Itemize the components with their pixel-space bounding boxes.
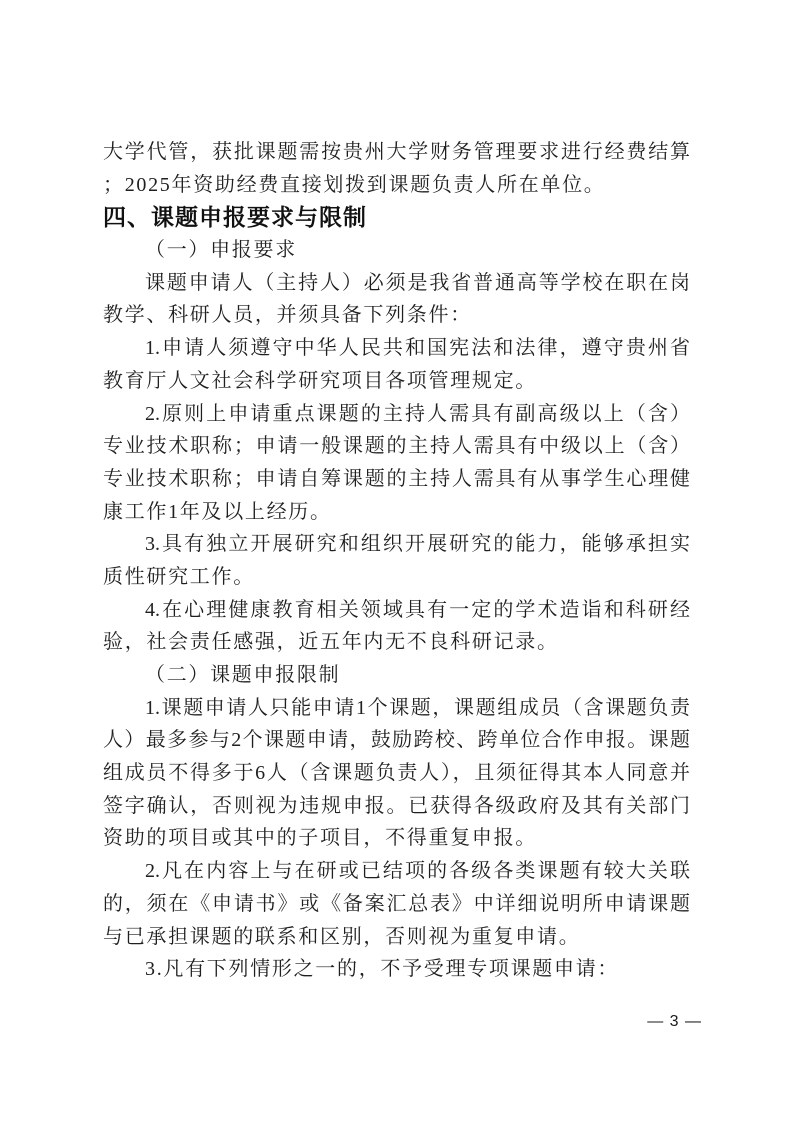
text-line: 签字确认，否则视为违规申报。已获得各级政府及其有关部门 [103,794,690,817]
text-line: 2.凡在内容上与在研或已结项的各级各类课题有较大关联 [145,860,690,883]
text-line: 3.具有独立开展研究和组织开展研究的能力，能够承担实 [145,533,690,556]
subsection-heading: （一）申报要求 [145,239,297,262]
text-line: 教育厅人文社会科学研究项目各项管理规定。 [103,369,537,392]
text-line: 组成员不得多于6人（含课题负责人），且须征得其本人同意并 [103,762,690,785]
text-line: 康工作1年及以上经历。 [103,500,332,523]
text-line: 资助的项目或其中的子项目，不得重复申报。 [103,827,537,850]
text-line: 大学代管，获批课题需按贵州大学财务管理要求进行经费结算 [103,141,690,163]
text-line: 1.申请人须遵守中华人民共和国宪法和法律，遵守贵州省 [145,337,690,360]
document-body [103,136,690,986]
text-line: 教学、科研人员，并须具备下列条件： [103,304,472,327]
text-line: 专业技术职称；申请一般课题的主持人需具有中级以上（含） [103,435,690,458]
page-number: — 3 — [647,1013,702,1030]
section-heading: 四、课题申报要求与限制 [103,204,367,231]
page-footer [647,1012,702,1032]
subsection-heading: （二）课题申报限制 [145,664,341,686]
text-line: 1.课题申请人只能申请1个课题，课题组成员（含课题负责 [145,696,690,719]
text-line: 人）最多参与2个课题申请，鼓励跨校、跨单位合作申报。课题 [103,729,690,752]
text-line: 的，须在《申请书》或《备案汇总表》中详细说明所申请课题 [103,892,690,915]
text-line: 质性研究工作。 [103,565,255,588]
text-line: 与已承担课题的联系和区别，否则视为重复申请。 [103,925,581,948]
text-line: 3.凡有下列情形之一的，不予受理专项课题申请： [145,958,620,981]
text-line: 课题申请人（主持人）必须是我省普通高等学校在职在岗 [145,271,690,294]
text-line: 专业技术职称；申请自筹课题的主持人需具有从事学生心理健 [103,467,690,490]
text-line: 验，社会责任感强，近五年内无不良科研记录。 [103,631,559,654]
text-line: ；2025年资助经费直接划拨到课题负责人所在单位。 [103,173,606,196]
text-line: 4.在心理健康教育相关领域具有一定的学术造诣和科研经 [145,598,690,621]
text-line: 2.原则上申请重点课题的主持人需具有副高级以上（含） [145,402,690,425]
